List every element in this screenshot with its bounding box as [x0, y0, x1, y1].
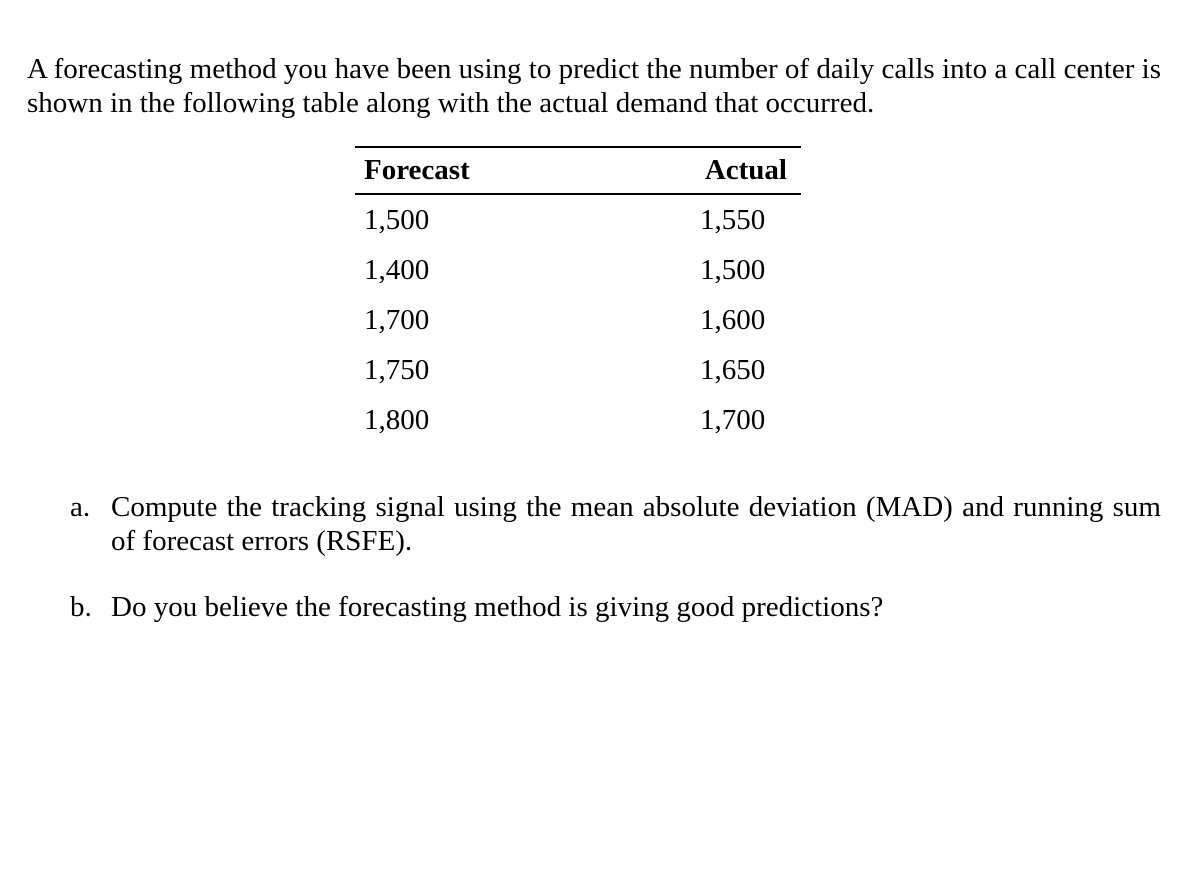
table-row	[355, 245, 801, 295]
table-row	[355, 194, 801, 245]
forecast-table	[355, 146, 801, 445]
question-b	[70, 590, 1161, 624]
actual-value: 1,500	[700, 253, 766, 286]
actual-column-header: Actual	[700, 147, 801, 194]
actual-cell	[700, 194, 801, 245]
forecast-cell: 1,500	[364, 203, 430, 236]
question-b-text: Do you believe the forecasting method is giving good predictions?	[111, 591, 884, 623]
question-a-label: a.	[70, 491, 91, 523]
forecast-cell: 1,700	[364, 303, 430, 336]
question-a-text: Compute the tracking signal using the mean absolute deviation (MAD) and running sum of forecast errors (RSFE).	[111, 491, 1161, 557]
table-row	[355, 295, 801, 345]
question-b-label: b.	[70, 591, 92, 623]
question-a	[70, 490, 1161, 558]
actual-cell	[700, 395, 801, 445]
table-header-row	[355, 147, 801, 194]
actual-cell	[700, 345, 801, 395]
forecast-cell: 1,750	[364, 353, 430, 386]
table-row	[355, 395, 801, 445]
actual-cell	[700, 245, 801, 295]
problem-statement: A forecasting method you have been using to predict the number of daily calls into a call center is shown in the following table along with the actual demand that occurred.	[27, 53, 1161, 119]
actual-value: 1,550	[700, 203, 766, 236]
actual-value: 1,600	[700, 303, 766, 336]
actual-value: 1,650	[700, 353, 766, 386]
forecast-column-header: Forecast	[355, 147, 700, 194]
forecast-cell: 1,800	[364, 403, 430, 436]
actual-value: 1,700	[700, 403, 766, 436]
actual-cell	[700, 295, 801, 345]
forecast-cell: 1,400	[364, 253, 430, 286]
table-row	[355, 345, 801, 395]
